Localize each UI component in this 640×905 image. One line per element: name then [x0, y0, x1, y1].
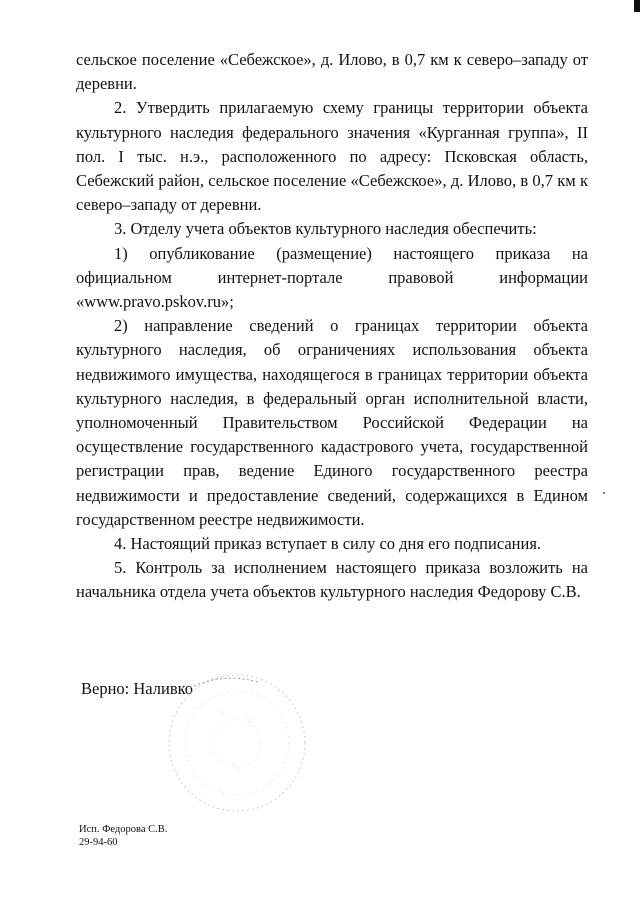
corner-mark — [634, 0, 640, 12]
paragraph-item-3: 3. Отделу учета объектов культурного наследия обеспечить: — [114, 219, 537, 239]
paragraph-item-4: 4. Настоящий приказ вступает в силу со дня его подписания. — [114, 534, 542, 554]
paragraph-continuation: сельское поселение «Себежское», д. Илово, в 0,7 км к северо–западу от деревни. — [76, 50, 588, 94]
executor-name: Исп. Федорова С.В. — [79, 824, 168, 835]
paragraph-item-2: 2. Утвердить прилагаемую схему границы территории объекта культурного наследия федерального значения «Курганная группа», II пол. I тыс. н.э., расположенного по адресу: Псковская область, Себежский район, сельское поселение «Себежское», д. Илово, в 0,7 км к северо–западу от деревни. — [76, 98, 588, 215]
faint-seal-stamp — [162, 668, 312, 818]
speck — [603, 492, 605, 494]
paragraph-item-3-1: 1) опубликование (размещение) настоящего приказа на официальном интернет-портале правовой информации «www.pravo.pskov.ru»; — [76, 243, 588, 312]
document-body — [76, 48, 588, 605]
paragraph-item-5: 5. Контроль за исполнением настоящего приказа возложить на начальника отдела учета объектов культурного наследия Федорову С.В. — [76, 558, 588, 602]
paragraph-item-3-2: 2) направление сведений о границах территории объекта культурного наследия, об ограничениях использования объекта недвижимого имущества, находящегося в границах территории объекта культурного наследия, в федеральный орган исполнительной власти, уполномоченный Правительством Российской Федерации на осуществление государственного кадастрового учета, государственной регистрации прав, ведение Единого государственного реестра недвижимости и предоставление сведений, содержащихся в Едином государственном реестре недвижимости. — [76, 316, 588, 529]
verno-signature-line: Верно: Наливко — [81, 679, 194, 698]
executor-phone: 29-94-60 — [79, 837, 118, 848]
executor-info — [79, 823, 167, 849]
